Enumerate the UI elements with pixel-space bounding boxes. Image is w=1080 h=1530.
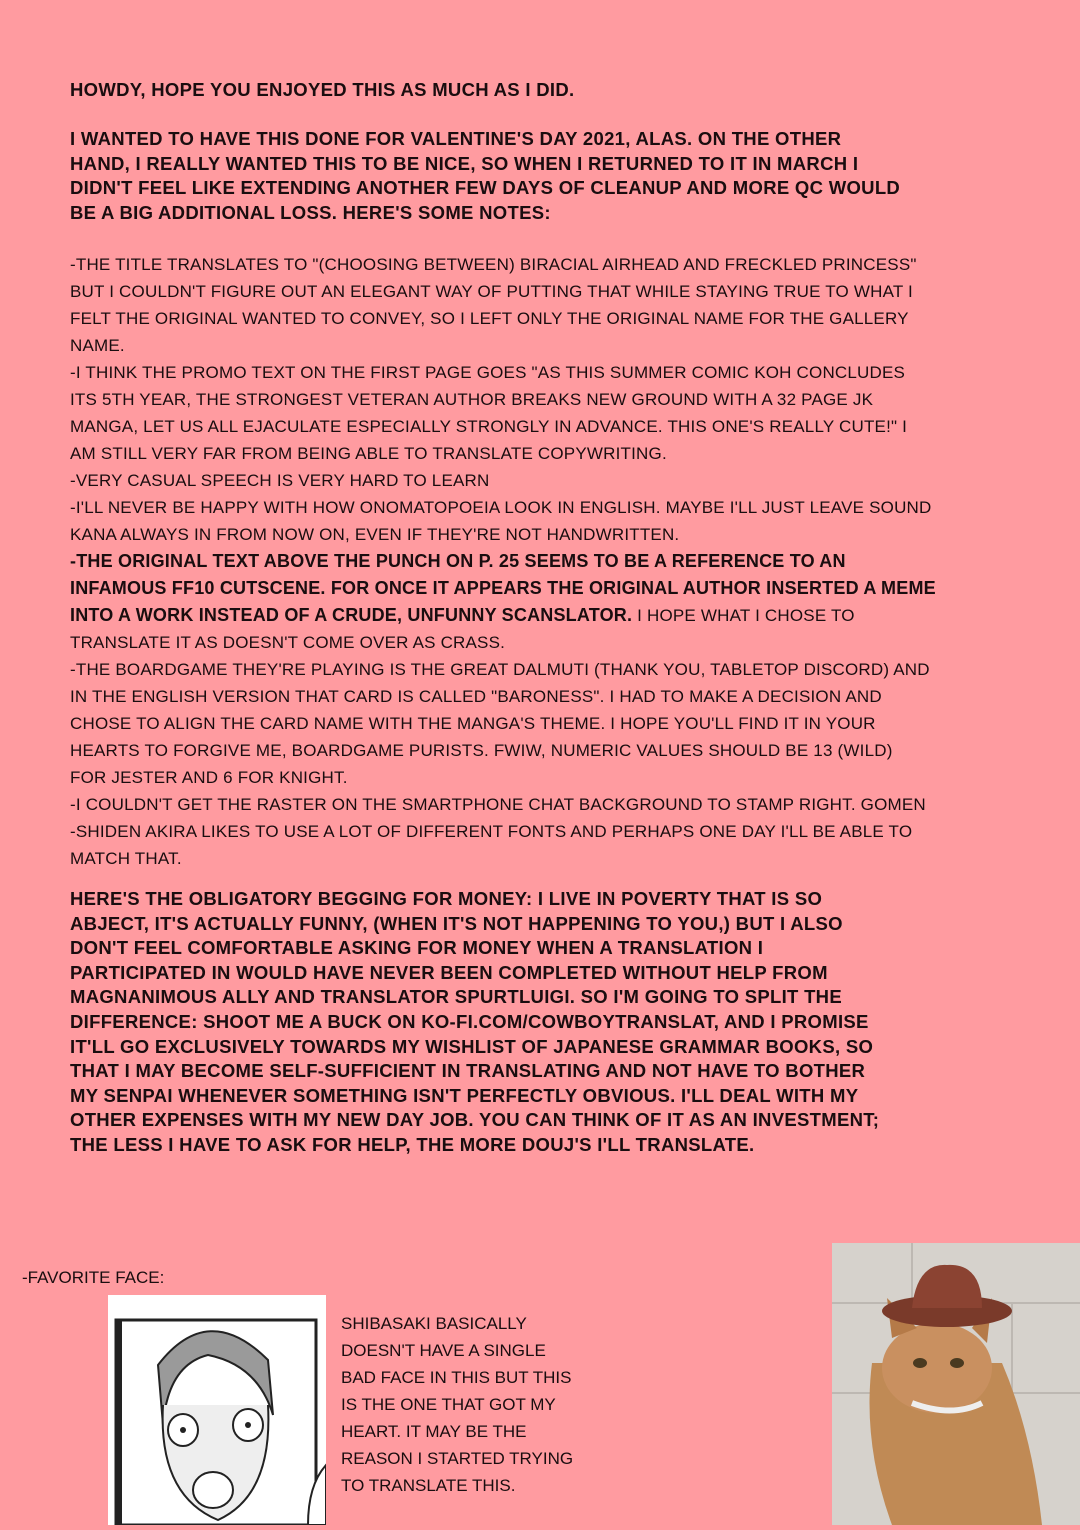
donation-paragraph [70,887,879,1158]
text-line: PARTICIPATED IN WOULD HAVE NEVER BEEN COMPLETED WITHOUT HELP FROM [70,961,828,983]
caption-line: BAD FACE IN THIS BUT THIS [341,1368,572,1387]
caption-line: IS THE ONE THAT GOT MY [341,1395,556,1414]
text-line: IT'LL GO EXCLUSIVELY TOWARDS MY WISHLIST OF JAPANESE GRAMMAR BOOKS, SO [70,1035,874,1057]
note-line [70,386,936,413]
note-line [70,818,936,845]
note-text: CHOSE TO ALIGN THE CARD NAME WITH THE MANGA'S THEME. I HOPE YOU'LL FIND IT IN YOUR [70,714,876,733]
note-line [70,791,936,818]
text-line: DON'T FEEL COMFORTABLE ASKING FOR MONEY WHEN A TRANSLATION I [70,937,764,959]
context-paragraph [70,127,900,225]
text-line: MAGNANIMOUS ALLY AND TRANSLATOR SPURTLUIGI. SO I'M GOING TO SPLIT THE [70,986,842,1008]
note-text: BUT I COULDN'T FIGURE OUT AN ELEGANT WAY OF PUTTING THAT WHILE STAYING TRUE TO WHAT I [70,282,913,301]
caption-line: SHIBASAKI BASICALLY [341,1314,527,1333]
notes-list [70,251,936,872]
note-text: KANA ALWAYS IN FROM NOW ON, EVEN IF THEY'RE NOT HANDWRITTEN. [70,525,680,544]
text-line: THE LESS I HAVE TO ASK FOR HELP, THE MORE DOUJ'S I'LL TRANSLATE. [70,1133,755,1155]
note-line [70,413,936,440]
note-line [70,629,936,656]
note-line [70,845,936,872]
favorite-face-label: -FAVORITE FACE: [22,1268,165,1287]
note-line [70,764,936,791]
note-text: HEARTS TO FORGIVE ME, BOARDGAME PURISTS. FWIW, NUMERIC VALUES SHOULD BE 13 (WILD) [70,741,893,760]
caption-line: TO TRANSLATE THIS. [341,1476,516,1495]
text-line: HERE'S THE OBLIGATORY BEGGING FOR MONEY: I LIVE IN POVERTY THAT IS SO [70,888,823,909]
caption-line: REASON I STARTED TRYING [341,1449,574,1468]
note-text: TRANSLATE IT AS DOESN'T COME OVER AS CRASS. [70,633,506,652]
note-line [70,710,936,737]
note-text: -I'LL NEVER BE HAPPY WITH HOW ONOMATOPOEIA LOOK IN ENGLISH. MAYBE I'LL JUST LEAVE SOUND [70,498,932,517]
note-line [70,305,936,332]
note-line [70,737,936,764]
note-line [70,251,936,278]
note-line [70,278,936,305]
note-text: AM STILL VERY FAR FROM BEING ABLE TO TRANSLATE COPYWRITING. [70,444,667,463]
text-line: ABJECT, IT'S ACTUALLY FUNNY, (WHEN IT'S NOT HAPPENING TO YOU,) BUT I ALSO [70,912,843,934]
note-text-bold: -THE ORIGINAL TEXT ABOVE THE PUNCH ON P. 25 SEEMS TO BE A REFERENCE TO AN [70,551,846,571]
caption-line: DOESN'T HAVE A SINGLE [341,1341,546,1360]
text-line: BE A BIG ADDITIONAL LOSS. HERE'S SOME NOTES: [70,201,551,223]
note-text: -I THINK THE PROMO TEXT ON THE FIRST PAGE GOES "AS THIS SUMMER COMIC KOH CONCLUDES [70,363,906,382]
note-text: ITS 5TH YEAR, THE STRONGEST VETERAN AUTHOR BREAKS NEW GROUND WITH A 32 PAGE JK [70,390,874,409]
text-line: THAT I MAY BECOME SELF-SUFFICIENT IN TRANSLATING AND NOT HAVE TO BOTHER [70,1060,866,1082]
text-line: DIFFERENCE: SHOOT ME A BUCK ON KO-FI.COM/COWBOYTRANSLAT, AND I PROMISE [70,1010,869,1032]
intro-paragraph [70,78,574,103]
note-text: I HOPE WHAT I CHOSE TO [632,606,855,625]
manga-face-image [108,1295,326,1525]
text-line: HOWDY, HOPE YOU ENJOYED THIS AS MUCH AS I DID. [70,79,575,100]
note-text: MATCH THAT. [70,849,182,868]
text-line: I WANTED TO HAVE THIS DONE FOR VALENTINE'S DAY 2021, ALAS. ON THE OTHER [70,128,842,149]
note-line [70,440,936,467]
note-text-bold: INFAMOUS FF10 CUTSCENE. FOR ONCE IT APPEARS THE ORIGINAL AUTHOR INSERTED A MEME [70,578,936,598]
cowboy-cat-photo [832,1243,1080,1525]
note-line [70,521,936,548]
note-text: -VERY CASUAL SPEECH IS VERY HARD TO LEARN [70,471,490,490]
note-line [70,602,936,629]
note-line [70,575,936,602]
text-line: MY SENPAI WHENEVER SOMETHING ISN'T PERFECTLY OBVIOUS. I'LL DEAL WITH MY [70,1084,859,1106]
note-text: -SHIDEN AKIRA LIKES TO USE A LOT OF DIFFERENT FONTS AND PERHAPS ONE DAY I'LL BE ABLE TO [70,822,913,841]
note-text: -THE TITLE TRANSLATES TO "(CHOOSING BETWEEN) BIRACIAL AIRHEAD AND FRECKLED PRINCESS" [70,255,917,274]
note-text: FOR JESTER AND 6 FOR KNIGHT. [70,768,348,787]
text-line: OTHER EXPENSES WITH MY NEW DAY JOB. YOU CAN THINK OF IT AS AN INVESTMENT; [70,1109,880,1131]
note-text: FELT THE ORIGINAL WANTED TO CONVEY, SO I LEFT ONLY THE ORIGINAL NAME FOR THE GALLERY [70,309,909,328]
text-line: DIDN'T FEEL LIKE EXTENDING ANOTHER FEW DAYS OF CLEANUP AND MORE QC WOULD [70,177,901,199]
note-line [70,359,936,386]
note-line [70,467,936,494]
note-line [70,656,936,683]
note-line [70,332,936,359]
note-text: -I COULDN'T GET THE RASTER ON THE SMARTPHONE CHAT BACKGROUND TO STAMP RIGHT. GOMEN [70,795,926,814]
text-line: HAND, I REALLY WANTED THIS TO BE NICE, SO WHEN I RETURNED TO IT IN MARCH I [70,152,859,174]
note-text: NAME. [70,336,125,355]
note-text: -THE BOARDGAME THEY'RE PLAYING IS THE GREAT DALMUTI (THANK YOU, TABLETOP DISCORD) AND [70,660,930,679]
note-text: IN THE ENGLISH VERSION THAT CARD IS CALLED "BARONESS". I HAD TO MAKE A DECISION AND [70,687,882,706]
note-line [70,683,936,710]
note-text: MANGA, LET US ALL EJACULATE ESPECIALLY STRONGLY IN ADVANCE. THIS ONE'S REALLY CUTE!" I [70,417,908,436]
note-line [70,548,936,575]
note-text-bold: INTO A WORK INSTEAD OF A CRUDE, UNFUNNY SCANSLATOR. [70,605,633,625]
caption-line: HEART. IT MAY BE THE [341,1422,527,1441]
note-line [70,494,936,521]
face-caption [341,1310,573,1499]
